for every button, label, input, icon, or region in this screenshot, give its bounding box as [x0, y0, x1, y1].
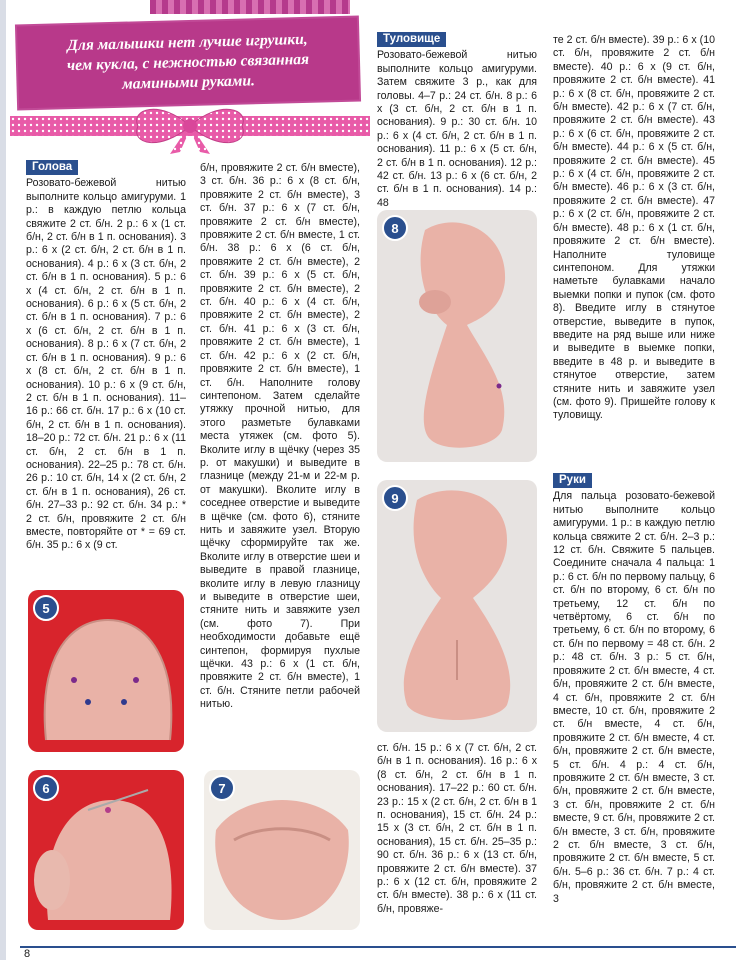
arms-column	[553, 473, 715, 906]
head-column-1	[26, 160, 186, 553]
head-instructions-part-2: б/н, провяжите 2 ст. б/н вместе), 3 ст. б/н. 36 р.: 6 х (8 ст. б/н, провяжите 2 ст. б/н вместе), 3 ст. б/н. 37 р.: 6 х (7 ст. б/н, провяжите 2 ст. б/н вместе), провяжите 2 ст. б/н вместе, 1 ст. б/н. 38 р.: 6 х (6 ст. б/н, провяжите 2 ст. б/н вместе), 2 ст. б/н. 39 р.: 6 х (5 ст. б/н, провяжите 2 ст. б/н вместе), 2 ст. б/н. 40 р.: 6 х (4 ст. б/н, провяжите 2 ст. б/н вместе), 2 ст. б/н. 41 р.: 6 х (3 ст. б/н, провяжите 2 ст. б/н вместе), 1 ст. б/н. 42 р.: 6 х (2 ст. б/н, провяжите 2 ст. б/н вместе), 1 ст. б/н. Наполните голову синтепоном. Затем сделайте утяжку прочной нитью, для этого разметьте булавками места утяжек (см. фото 5). Вколите иглу в щёчку (через 35 р. от макушки) и выведите в глазнице (между 21-м и 22-м р. от макушки). Вколите иглу в соседнее отверстие и выведите в щёчке (см. фото 6), стяните нить и завяжите узел. Вторую щёчку сформируйте так же. Вколите иглу в отверстие шеи и выведите в правой глазнице, вколите иглу в левую глазницу и выведите в отверстие шеи, стяните нить и завяжите узел (см. фото 7). При необходимости добавьте ещё синтепон, формируя пухлые щёчки. 43 р.: 6 х (1 ст. б/н, провяжите 2 ст. б/н вместе), 1 ст. б/н. Стяните петли рабочей нитью.	[200, 162, 360, 711]
head-section-title: Голова	[26, 160, 78, 175]
title-banner	[17, 18, 359, 109]
banner-line-3: мамиными руками.	[121, 72, 256, 93]
head-column-2	[200, 162, 360, 712]
page-number: 8	[24, 948, 31, 960]
arms-instructions: Для пальца розовато-бежевой нитью выполните кольцо амигуруми. 1 р.: в каждую петлю кольца свяжите 2 ст. б/н. 2–3 р.: 12 ст. б/н. Свяжите 5 пальцев. Соедините сначала 4 пальца: 1 р.: 6 ст. б/н по первому пальцу, 6 ст. б/н по второму, 6 ст. б/н по третьему, 12 ст. б/н по четвёртому, 6 ст. б/н по третьему, 6 ст. б/н по второму, 6 ст. б/н по первому = 48 ст. б/н. 2 р.: 48 ст. б/н. 3 р.: 5 ст. б/н, провяжите 2 ст. б/н вместе, 4 ст. б/н, провяжите 2 ст. б/н вместе, 4 ст. б/н, провяжите 2 ст. б/н вместе, 10 ст. б/н, провяжите 2 ст. б/н вместе, 4 ст. б/н, провяжите 2 ст. б/н вместе, 4 ст. б/н, провяжите 2 ст. б/н вместе, 5 ст. б/н. 4 р.: 4 ст. б/н, провяжите 2 ст. б/н вместе, 3 ст. б/н, провяжите 2 ст. б/н вместе, 3 ст. б/н, провяжите 2 ст. б/н вместе, 9 ст. б/н, провяжите 2 ст. б/н вместе, 3 ст. б/н, провяжите 2 ст. б/н вместе, 3 ст. б/н, провяжите 2 ст. б/н вместе, 5 ст. б/н. 5–6 р.: 36 ст. б/н. 7 р.: 4 ст. б/н, провяжите 2 ст. б/н вместе, 3	[553, 490, 715, 905]
banner-line-1: Для малышки нет лучше игрушки,	[67, 30, 308, 55]
banner-line-2: чем кукла, с нежностью связанная	[66, 50, 310, 75]
page-edge	[0, 0, 6, 960]
body-instructions-part-3: те 2 ст. б/н вместе). 39 р.: 6 х (10 ст. б/н, провяжите 2 ст. б/н вместе). 40 р.: 6 х (9 ст. б/н, провяжите 2 ст. б/н вместе). 41 р.: 6 х (8 ст. б/н, провяжите 2 ст. б/н вместе). 42 р.: 6 х (7 ст. б/н, провяжите 2 ст. б/н вместе). 43 р.: 6 х (6 ст. б/н, провяжите 2 ст. б/н вместе). 44 р.: 6 х (5 ст. б/н, провяжите 2 ст. б/н вместе). 45 р.: 6 х (4 ст. б/н, провяжите 2 ст. б/н вместе). 46 р.: 6 х (3 ст. б/н, провяжите 2 ст. б/н вместе). 47 р.: 6 х (2 ст. б/н, провяжите 2 ст. б/н вместе). 48 р.: 6 х (1 ст. б/н, провяжите 2 ст. б/н вместе). Наполните туловище синтепоном. Для утяжки наметьте булавками начало выемки попки и пупок (см. фото 8). Введите иглу в стянутое отверстие, выведите в пупок, введите на ряд выше или ниже и выведите в выемке попки, введите в 48 р. и выведите в стянутое отверстие, затем стяните нить и завяжите узел (см. фото 9). Пришейте голову к туловищу.	[553, 34, 715, 422]
photo-6-number: 6	[33, 775, 59, 801]
photo-9	[377, 480, 537, 732]
photo-9-number: 9	[382, 485, 408, 511]
page-footer-rule	[20, 946, 736, 948]
top-decor-strip	[150, 0, 350, 14]
body-instructions-part-1: Розовато-бежевой нитью выполните кольцо амигуруми. Затем свяжите 3 р., как для головы. 4–7 р.: 24 ст. б/н. 8 р.: 6 х (3 ст. б/н, 2 ст. б/н в 1 п. основания). 9 р.: 30 ст. б/н. 10 р.: 6 х (4 ст. б/н, 2 ст. б/н в 1 п. основания). 11 р.: 6 х (5 ст. б/н, 2 ст. б/н в 1 п. основания). 12 р.: 42 ст. б/н. 13 р.: 6 х (6 ст. б/н, 2 ст. б/н в 1 п. основания). 14 р.: 48	[377, 49, 537, 209]
ribbon-bow-icon	[10, 104, 370, 154]
photo-7	[204, 770, 360, 930]
photo-7-number: 7	[209, 775, 235, 801]
photo-8-number: 8	[382, 215, 408, 241]
photo-5-number: 5	[33, 595, 59, 621]
body-column-1	[377, 32, 537, 210]
arms-section-title: Руки	[553, 473, 592, 488]
crochet-body-finished-image	[377, 480, 537, 732]
photo-6	[28, 770, 184, 930]
body-instructions-part-2: ст. б/н. 15 р.: 6 х (7 ст. б/н, 2 ст. б/н в 1 п. основания). 16 р.: 6 х (8 ст. б/н, 2 ст. б/н в 1 п. основания). 17–22 р.: 60 ст. б/н. 23 р.: 15 х (2 ст. б/н, 2 ст. б/н в 1 п. основания), 15 ст. б/н. 24 р.: 15 х (3 ст. б/н, 2 ст. б/н в 1 п. основания), 15 ст. б/н. 25–35 р.: 90 ст. б/н. 36 р.: 6 х (13 ст. б/н, провяжите 2 ст. б/н вместе). 37 р.: 6 х (12 ст. б/н, провяжите 2 ст. б/н вместе). 38 р.: 6 х (11 ст. б/н, провяже-	[377, 742, 537, 915]
photo-8	[377, 210, 537, 462]
body-column-1b	[377, 742, 537, 916]
body-column-2	[553, 34, 715, 423]
photo-5	[28, 590, 184, 752]
body-section-title: Туловище	[377, 32, 446, 47]
crochet-body-pinned-image	[377, 210, 537, 462]
head-instructions-part-1: Розовато-бежевой нитью выполните кольцо амигуруми. 1 р.: в каждую петлю кольца свяжите 2 ст. б/н. 2 р.: 6 х (1 ст. б/н, 2 ст. б/н в 1 п. основания). 3 р.: 6 х (2 ст. б/н, 2 ст. б/н в 1 п. основания). 4 р.: 6 х (3 ст. б/н, 2 ст. б/н в 1 п. основания). 5 р.: 6 х (4 ст. б/н, 2 ст. б/н в 1 п. основания). 6 р.: 6 х (5 ст. б/н, 2 ст. б/н в 1 п. основания). 7 р.: 6 х (6 ст. б/н, 2 ст. б/н в 1 п. основания). 8 р.: 6 х (7 ст. б/н, 2 ст. б/н в 1 п. основания). 9 р.: 6 х (8 ст. б/н, 2 ст. б/н в 1 п. основания). 10 р.: 6 х (9 ст. б/н, 2 ст. б/н в 1 п. основания). 11–16 р.: 66 ст. б/н. 17 р.: 6 х (10 ст. б/н, 2 ст. б/н в 1 п. основания). 18–20 р.: 72 ст. б/н. 21 р.: 6 х (11 ст. б/н, 2 ст. б/н в 1 п. основания). 22–25 р.: 78 ст. б/н. 26 р.: 10 ст. б/н, 14 х (2 ст. б/н, 2 ст. б/н в 1 п. основания), 26 ст. б/н. 27–33 р.: 92 ст. б/н. 34 р.: * 2 ст. б/н, провяжите 2 ст. б/н вместе, повторяйте от * = 69 ст. б/н. 35 р.: 6 х (9 ст.	[26, 177, 186, 552]
